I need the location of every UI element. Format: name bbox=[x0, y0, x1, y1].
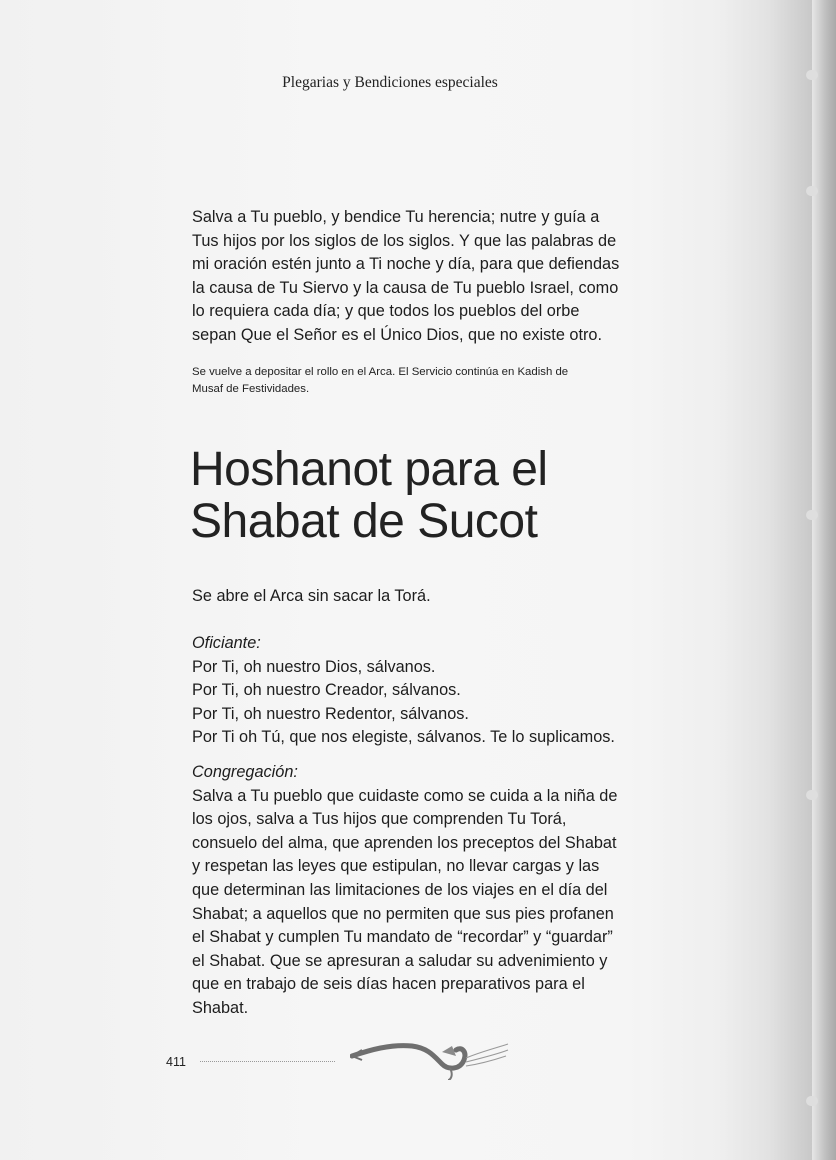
officiant-line: Por Ti, oh nuestro Dios, sálvanos. bbox=[192, 657, 436, 676]
page-number: 411 bbox=[166, 1055, 186, 1069]
ribbon-ornament-icon bbox=[350, 1036, 510, 1080]
officiant-label: Oficiante: bbox=[192, 634, 261, 652]
instruction-note bbox=[192, 364, 662, 398]
ark-instruction: Se abre el Arca sin sacar la Torá. bbox=[192, 587, 431, 605]
page-tab-mark bbox=[806, 1096, 818, 1106]
running-head: Plegarias y Bendiciones especiales bbox=[282, 74, 498, 91]
title-line: Shabat de Sucot bbox=[190, 495, 538, 548]
congregation-line: que en trabajo de seis días hacen preparativos para el bbox=[192, 975, 585, 994]
congregation-line: Shabat. bbox=[192, 998, 249, 1017]
text-line: lo requiera cada día; y que todos los pueblos del orbe bbox=[192, 302, 580, 321]
page-tab-mark bbox=[806, 186, 818, 196]
congregation-line: el Shabat. Que se apresuran a saludar su advenimiento y bbox=[192, 951, 608, 970]
page-tab-mark bbox=[806, 790, 818, 800]
congregation-label: Congregación: bbox=[192, 763, 298, 781]
section-title bbox=[190, 444, 670, 548]
page-tab-mark bbox=[806, 70, 818, 80]
congregation-line: los ojos, salva a Tus hijos que comprenden Tu Torá, bbox=[192, 810, 567, 829]
congregation-line: el Shabat y cumplen Tu mandato de “recordar” y “guardar” bbox=[192, 928, 613, 947]
congregation-line: Shabat; a aquellos que no permiten que sus pies profanen bbox=[192, 904, 614, 923]
page-edge-shadow bbox=[812, 0, 836, 1160]
congregation-block bbox=[192, 761, 692, 1021]
text-line: mi oración estén junto a Ti noche y día, para que defiendas bbox=[192, 255, 620, 274]
officiant-line: Por Ti, oh nuestro Redentor, sálvanos. bbox=[192, 704, 469, 723]
congregation-line: consuelo del alma, que aprenden los preceptos del Shabat bbox=[192, 833, 617, 852]
footer-dotted-rule bbox=[200, 1061, 335, 1062]
text-line: Salva a Tu pueblo, y bendice Tu herencia; nutre y guía a bbox=[192, 208, 600, 226]
note-line: Musaf de Festividades. bbox=[192, 383, 310, 395]
title-line: Hoshanot para el bbox=[190, 443, 548, 496]
note-line: Se vuelve a depositar el rollo en el Arca. El Servicio continúa en Kadish de bbox=[192, 366, 569, 378]
officiant-block bbox=[192, 632, 692, 750]
congregation-line: Salva a Tu pueblo que cuidaste como se cuida a la niña de bbox=[192, 786, 618, 805]
text-line: Tus hijos por los siglos de los siglos. Y que las palabras de bbox=[192, 231, 617, 250]
text-line: la causa de Tu Siervo y la causa de Tu pueblo Israel, como bbox=[192, 278, 619, 297]
congregation-line: que determinan las limitaciones de los viajes en el día del bbox=[192, 880, 608, 899]
page-tab-mark bbox=[806, 510, 818, 520]
officiant-line: Por Ti, oh nuestro Creador, sálvanos. bbox=[192, 681, 461, 700]
officiant-line: Por Ti oh Tú, que nos elegiste, sálvanos. Te lo suplicamos. bbox=[192, 728, 615, 747]
text-line: sepan Que el Señor es el Único Dios, que no existe otro. bbox=[192, 325, 602, 344]
intro-paragraph bbox=[192, 206, 692, 348]
congregation-line: y respetan las leyes que estipulan, no llevar cargas y las bbox=[192, 857, 600, 876]
